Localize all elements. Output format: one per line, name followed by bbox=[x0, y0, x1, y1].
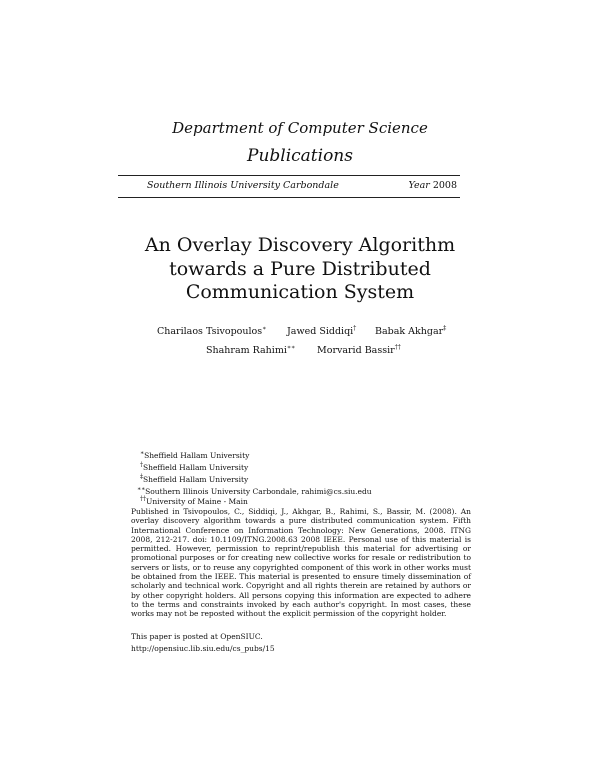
author-2 bbox=[287, 326, 356, 337]
affiliation-text: Sheffield Hallam University bbox=[143, 463, 249, 472]
author-5 bbox=[317, 345, 401, 356]
affiliation-5 bbox=[140, 497, 248, 506]
author-name: Jawed Siddiqi bbox=[287, 326, 354, 337]
affiliation-4 bbox=[137, 487, 372, 496]
author-mark: ∗ bbox=[262, 324, 267, 332]
author-3 bbox=[375, 326, 446, 337]
repository-link[interactable]: http://opensiuc.lib.siu.edu/cs_pubs/15 bbox=[131, 644, 275, 653]
university-name: Southern Illinois University Carbondale bbox=[147, 180, 339, 191]
affiliation-mark: ‡ bbox=[140, 473, 143, 481]
author-name: Charilaos Tsivopoulos bbox=[157, 326, 263, 337]
author-name: Morvarid Bassir bbox=[317, 345, 395, 356]
affiliation-1 bbox=[140, 451, 249, 460]
author-mark: †† bbox=[394, 343, 401, 351]
publication-note: Published in Tsivopoulos, C., Siddiqi, J., Akhgar, B., Rahimi, S., Bassir, M. (2008). An overlay discovery algorithm towards a pure distributed communication system. Fifth International Conference on Information Technology: New Generations, 2008. ITNG 2008, 212-217. doi: 10.1109/ITNG.2008.63 2008 IEEE. Personal use of this material is permitted. However, permission to reprint/republish this material for advertising or promotional purposes or for creating new collective works for resale or redistribution to servers or lists, or to reuse any copyrighted component of this work in other works must be obtained from the IEEE. This material is presented to ensure timely dissemination of scholarly and technical work. Copyright and all rights therein are retained by authors or by other copyright holders. All persons copying this information are expected to adhere to the terms and constraints invoked by each author's copyright. In most cases, these works may not be reposted without the explicit permission of the copyright holder. bbox=[131, 507, 471, 619]
author-mark: ∗∗ bbox=[286, 343, 296, 351]
department-heading: Department of Computer Science bbox=[172, 119, 428, 137]
posted-note: This paper is posted at OpenSIUC. bbox=[131, 632, 263, 641]
author-1 bbox=[157, 326, 266, 337]
publications-heading: Publications bbox=[247, 146, 353, 166]
header-rule-top bbox=[118, 175, 460, 176]
header-rule-bottom bbox=[118, 197, 460, 198]
affiliation-mark: †† bbox=[140, 495, 146, 503]
author-name: Babak Akhgar bbox=[375, 326, 444, 337]
affiliation-text: Sheffield Hallam University bbox=[143, 475, 249, 484]
affiliation-text: University of Maine - Main bbox=[146, 497, 248, 506]
affiliation-text: Southern Illinois University Carbondale, rahimi@cs.siu.edu bbox=[145, 487, 372, 496]
author-name: Shahram Rahimi bbox=[206, 345, 287, 356]
author-4 bbox=[206, 345, 295, 356]
year-line bbox=[409, 180, 458, 191]
year-value: 2008 bbox=[432, 180, 457, 191]
paper-title: An Overlay Discovery Algorithm towards a Pure Distributed Communication System bbox=[144, 234, 456, 303]
affiliation-mark: ∗ bbox=[140, 449, 145, 457]
author-mark: † bbox=[353, 324, 357, 332]
affiliation-mark: ∗∗ bbox=[137, 485, 146, 493]
affiliation-text: Sheffield Hallam University bbox=[144, 451, 250, 460]
affiliation-mark: † bbox=[140, 461, 143, 469]
affiliation-2 bbox=[140, 463, 248, 472]
author-mark: ‡ bbox=[443, 324, 447, 332]
year-label: Year bbox=[408, 180, 430, 191]
affiliation-3 bbox=[140, 475, 248, 484]
